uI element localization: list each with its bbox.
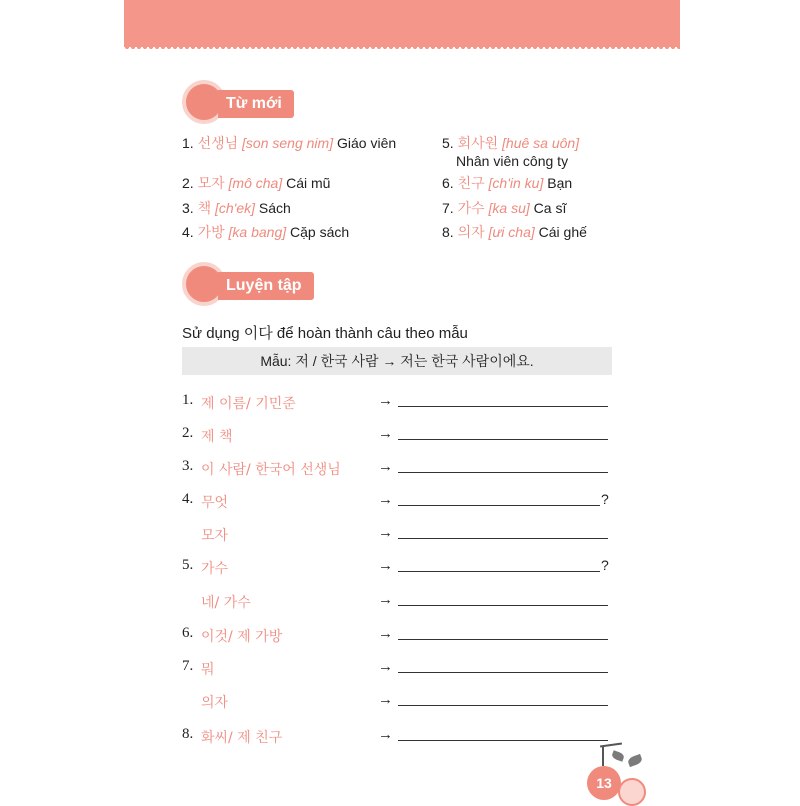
arrow-icon: →	[378, 625, 393, 642]
exercise-prompt: 이것/ 제 가방	[201, 629, 283, 645]
exercise-prompt: 뭐	[201, 662, 215, 678]
exercise-number: 1.	[182, 392, 194, 408]
exercise-number: 8.	[182, 726, 194, 742]
question-mark: ?	[601, 491, 609, 507]
leaf-icon	[627, 754, 643, 767]
leaf-icon	[611, 750, 625, 762]
arrow-icon: →	[378, 524, 393, 541]
exercise-prompt: 제 책	[201, 429, 233, 445]
arrow-icon: →	[378, 591, 393, 608]
answer-blank[interactable]	[398, 505, 600, 506]
vocab-item: 4. 가방 [ka bang] Cặp sách	[182, 224, 350, 240]
banner-dotted-edge	[124, 44, 680, 50]
answer-blank[interactable]	[398, 439, 608, 440]
exercise-prompt: 의자	[201, 695, 229, 711]
exercise-prompt: 제 이름/ 기민준	[201, 396, 296, 412]
page-number: 13	[587, 766, 621, 800]
instruction: Sử dụng 이다 để hoàn thành câu theo mẫu	[182, 325, 468, 342]
exercise-number: 5.	[182, 557, 194, 573]
answer-blank[interactable]	[398, 406, 608, 407]
vocab-item: 2. 모자 [mô cha] Cái mũ	[182, 175, 331, 191]
exercise-prompt: 화씨/ 제 친구	[201, 730, 283, 746]
vocab-item: 5. 회사원 [huê sa uôn] Nhân viên công ty	[442, 135, 580, 169]
answer-blank[interactable]	[398, 639, 608, 640]
question-mark: ?	[601, 557, 609, 573]
exercise-prompt: 가수	[201, 561, 229, 577]
vocab-item: 8. 의자 [ưi cha] Cái ghế	[442, 224, 587, 240]
exercise-prompt: 모자	[201, 528, 229, 544]
arrow-icon: →	[378, 726, 393, 743]
exercise-number: 7.	[182, 658, 194, 674]
fruit-icon	[618, 778, 646, 806]
vocab-item: 6. 친구 [ch'in ku] Bạn	[442, 175, 573, 191]
arrow-icon: →	[378, 491, 393, 508]
answer-blank[interactable]	[398, 472, 608, 473]
top-banner	[124, 0, 680, 47]
section-title: Từ mới	[218, 90, 294, 118]
exercise-number: 2.	[182, 425, 194, 441]
vocab-item: 3. 책 [ch'ek] Sách	[182, 200, 291, 216]
arrow-icon: →	[378, 458, 393, 475]
arrow-icon: →	[378, 658, 393, 675]
arrow-icon: →	[378, 392, 393, 409]
answer-blank[interactable]	[398, 740, 608, 741]
vocab-item: 7. 가수 [ka su] Ca sĩ	[442, 200, 567, 216]
exercise-prompt: 이 사람/ 한국어 선생님	[201, 462, 341, 478]
arrow-icon: →	[378, 425, 393, 442]
section-title: Luyện tập	[218, 272, 314, 300]
vocab-item: 1. 선생님 [son seng nim] Giáo viên	[182, 135, 397, 151]
arrow-icon: →	[378, 691, 393, 708]
example-box: Mẫu: 저 / 한국 사람 → 저는 한국 사람이에요.	[182, 347, 612, 375]
exercise-number: 3.	[182, 458, 194, 474]
exercise-number: 6.	[182, 625, 194, 641]
exercise-number: 4.	[182, 491, 194, 507]
arrow-icon: →	[378, 557, 393, 574]
answer-blank[interactable]	[398, 705, 608, 706]
section-header-practice	[182, 262, 322, 306]
answer-blank[interactable]	[398, 672, 608, 673]
fruit-stem	[602, 746, 604, 766]
answer-blank[interactable]	[398, 605, 608, 606]
exercise-prompt: 네/ 가수	[201, 595, 251, 611]
answer-blank[interactable]	[398, 538, 608, 539]
answer-blank[interactable]	[398, 571, 600, 572]
exercise-prompt: 무엇	[201, 495, 229, 511]
section-header-vocab	[182, 80, 302, 124]
